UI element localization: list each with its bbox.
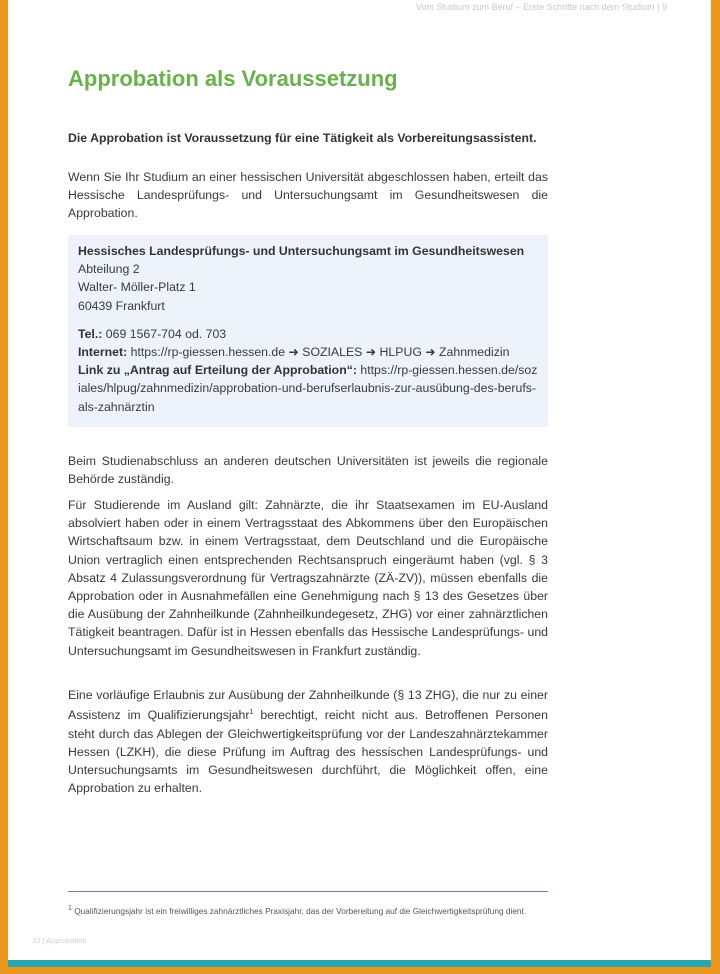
application-link[interactable]: https://rp-giessen.hessen.de/soziales/hlpug/zahnmedizin/approbation-und-berufserlaubnis-zur-ausübung-des-berufs-als-zahnärztin: [78, 363, 538, 414]
contact-dept: Abteilung 2: [78, 262, 140, 277]
contact-application-link: [78, 361, 538, 416]
application-link-label: Link zu „Antrag auf Erteilung der Approbation“:: [78, 363, 357, 378]
paragraph-4: [68, 686, 548, 797]
contact-box: [68, 235, 548, 427]
tel-value: 069 1567-704 od. 703: [102, 326, 227, 341]
paragraph-3: Für Studierende im Ausland gilt: Zahnärzte, die ihr Staatsexamen im EU-Ausland absolviert haben oder in einem Vertragsstaat des Abkommens über den Europäischen Wirtschaftsaum bzw. in einem Vertragsstaat, dem Deutschland und die Europäische Union vertraglich einen entsprechenden Rechtsanspruch eingeräumt haben (vgl. § 3 Absatz 4 Zulassungsverordnung für Vertragszahnärzte (ZÄ-ZV)), müssen ebenfalls die Approbation oder in Ausnahmefällen eine Genehmigung nach § 13 des Gesetzes über die Ausübung der Zahnheilkunde (Zahnheilkundegesetz, ZHG) vor einer zahnärztlichen Tätigkeit beantragen. Dafür ist in Hessen ebenfalls das Hessische Landesprüfungs- und Untersuchungsamt im Gesundheitswesen in Frankfurt zuständig.: [68, 498, 548, 658]
lead-sentence: Die Approbation ist Voraussetzung für eine Tätigkeit als Vorbereitungsassistent.: [68, 131, 537, 145]
footnote-number: 1: [68, 905, 72, 912]
footnote-reference[interactable]: 1: [249, 709, 254, 717]
internet-label: Internet:: [78, 345, 128, 360]
contact-tel: [78, 325, 538, 343]
page-title: Approbation als Voraussetzung: [68, 66, 398, 91]
document-page: [8, 0, 711, 960]
tel-label: Tel.:: [78, 326, 103, 341]
contact-internet: [78, 343, 538, 361]
contact-street: Walter- Möller-Platz 1: [78, 280, 196, 295]
footnote-divider: [68, 891, 548, 892]
bottom-accent-bar: [8, 960, 711, 967]
paragraph-2: Beim Studienabschluss an anderen deutschen Universitäten ist jeweils die regionale Behörde zuständig.: [68, 454, 548, 487]
paragraph-4-part-2: berechtigt, reicht nicht aus. Betroffenen Personen steht durch das Ablegen der Gleichwertigkeitsprüfung vor der Landeszahnärztekammer Hessen (LZKH), die diese Prüfung im Auftrag des hessischen Landesprüfungs- und Untersuchungsamts im Gesundheitswesen durchführt, die Möglichkeit offen, eine Approbation zu erhalten.: [68, 708, 548, 796]
running-header: Vom Studium zum Beruf – Erste Schritte nach dem Studium | 9: [416, 2, 667, 12]
internet-link[interactable]: https://rp-giessen.hessen.de ➜ SOZIALES ➜ HLPUG ➜ Zahnmedizin: [127, 345, 510, 360]
paragraph-4-part-1: Eine vorläufige Erlaubnis zur Ausübung der Zahnheilkunde (§ 13 ZHG), die nur zu einer Assistenz im Qualifizierungsjahr: [68, 688, 548, 723]
contact-city: 60439 Frankfurt: [78, 298, 165, 313]
contact-org: Hessisches Landesprüfungs- und Untersuchungsamt im Gesundheitswesen: [78, 244, 525, 258]
footnote: [68, 901, 548, 919]
page-footer: 10 | Approbation: [32, 936, 87, 945]
footnote-text: Qualifizierungsjahr ist ein freiwilliges zahnärztliches Praxisjahr, das der Vorbereitung auf die Gleichwertigkeitsprüfung dient.: [71, 905, 527, 916]
paragraph-1: Wenn Sie Ihr Studium an einer hessischen Universität abgeschlossen haben, erteilt das Hessische Landesprüfungs- und Untersuchungsamt im Gesundheitswesen die Approbation.: [68, 170, 548, 221]
